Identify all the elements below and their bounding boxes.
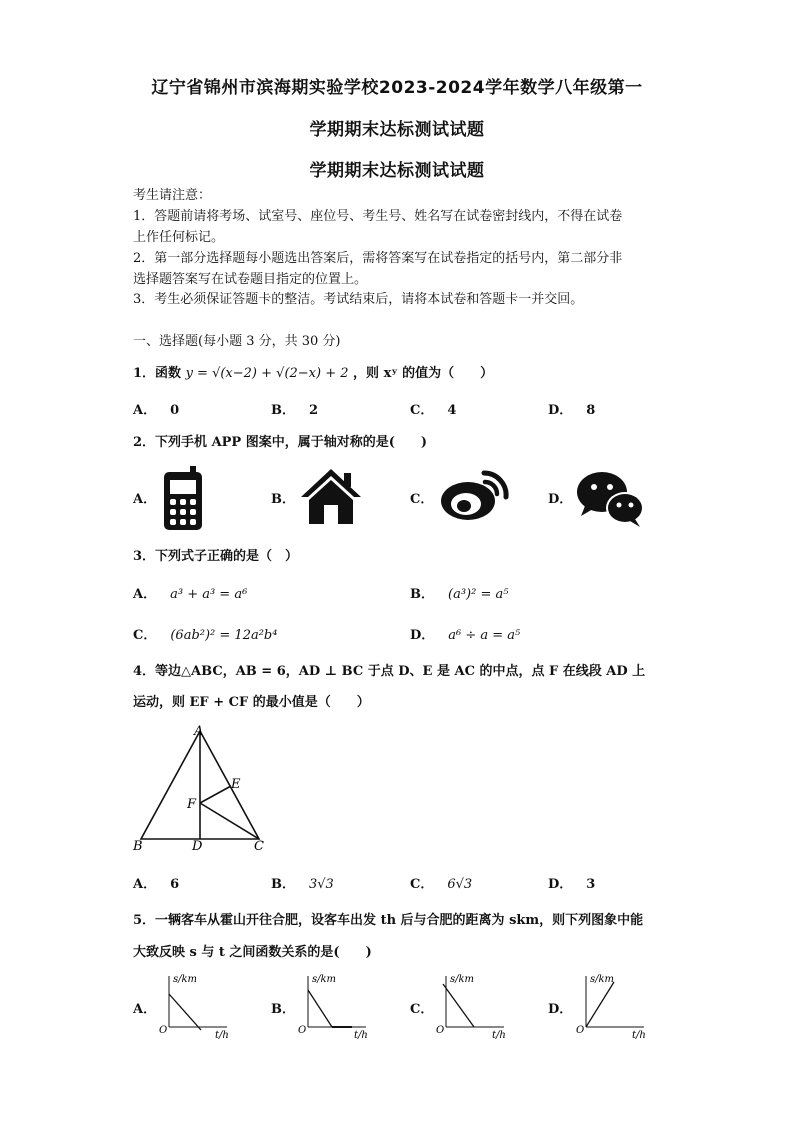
origin-label: O (436, 1025, 445, 1036)
option-letter: C． (410, 403, 434, 418)
q3-option-a[interactable] (133, 583, 247, 602)
axis-y-label: s/km (312, 974, 337, 985)
label-f: F (187, 797, 197, 812)
question-4-line1: 4．等边△ABC，AB = 6，AD ⊥ BC 于点 D、E 是 AC 的中点，点 F 在线段 AD 上 (133, 664, 646, 679)
label-a: A (194, 724, 204, 739)
axis-x-label: t/h (215, 1030, 229, 1040)
option-value: 8 (586, 403, 596, 418)
q5-option-b[interactable]: B． (271, 1002, 295, 1017)
label-b: B (133, 839, 143, 854)
option-letter: A． (133, 877, 157, 892)
q1-option-b[interactable] (271, 399, 318, 418)
option-letter: B． (410, 587, 434, 602)
notice-item1a: 1．答题前请将考场、试室号、座位号、考生号、姓名写在试卷密封线内，不得在试卷 (133, 209, 623, 224)
question-5-line1: 5．一辆客车从霍山开往合肥，设客车出发 th 后与合肥的距离为 skm，则下列图象中能 (133, 913, 644, 928)
graph-d-line (586, 982, 614, 1027)
q4-option-c[interactable] (410, 873, 472, 892)
notice-heading: 考生请注意： (133, 188, 212, 203)
question-2-stem: 2．下列手机 APP 图案中，属于轴对称的是( ) (133, 435, 428, 450)
question-1-stem (133, 362, 493, 381)
q1-option-a[interactable] (133, 399, 179, 418)
q3-option-b[interactable] (410, 583, 508, 602)
label-d: D (192, 839, 203, 854)
q1-prefix: 1．函数 (133, 366, 182, 381)
exam-title-line3: 学期期末达标测试试题 (309, 161, 485, 181)
option-value: 3√3 (309, 877, 334, 892)
triangle-figure (128, 718, 278, 858)
q1-suffix: ，则 xʸ 的值为（ ） (353, 366, 494, 381)
q4-option-d[interactable] (548, 873, 595, 892)
option-value: (a³)² = a⁵ (448, 587, 509, 602)
option-value: 2 (309, 403, 319, 418)
axis-y-label: s/km (590, 974, 615, 985)
option-letter: C． (133, 628, 157, 643)
q1-option-c[interactable] (410, 399, 456, 418)
q3-option-d[interactable] (410, 624, 520, 643)
origin-label: O (298, 1025, 307, 1036)
option-value: a⁶ ÷ a = a⁵ (448, 628, 521, 643)
notice-item2a: 2．第一部分选择题每小题选出答案后，需将答案写在试卷指定的括号内，第二部分非 (133, 251, 623, 266)
option-letter: D． (548, 403, 573, 418)
label-c: C (254, 839, 264, 854)
graph-b-line (308, 990, 332, 1027)
option-letter: A． (133, 587, 157, 602)
option-letter: D． (410, 628, 435, 643)
notice-item3: 3．考生必须保证答题卡的整洁。考试结束后，请将本试卷和答题卡一并交回。 (133, 292, 584, 307)
graph-b (294, 970, 374, 1040)
exam-title-line1: 辽宁省锦州市滨海期实验学校2023-2024学年数学八年级第一 (151, 78, 643, 98)
mobile-phone-icon (160, 466, 206, 532)
house-icon (299, 467, 363, 525)
graph-d (572, 970, 652, 1040)
axis-x-label: t/h (492, 1030, 506, 1040)
question-5-line2: 大致反映 s 与 t 之间函数关系的是( ) (133, 945, 372, 960)
option-letter: B． (271, 403, 295, 418)
option-value: 6√3 (447, 877, 473, 892)
axis-y-label: s/km (450, 974, 475, 985)
graph-c-line (443, 984, 474, 1027)
option-letter: A． (133, 403, 157, 418)
question-3-stem: 3．下列式子正确的是（ ） (133, 549, 299, 564)
option-letter: D． (548, 877, 573, 892)
option-value: (6ab²)² = 12a²b⁴ (170, 628, 278, 643)
option-value: 4 (447, 403, 457, 418)
notice-item1b: 上作任何标记。 (133, 230, 225, 245)
graph-a (155, 970, 235, 1040)
q1-option-d[interactable] (548, 399, 595, 418)
origin-label: O (576, 1025, 585, 1036)
question-4-line2: 运动，则 EF + CF 的最小值是（ ） (133, 695, 370, 710)
origin-label: O (159, 1025, 168, 1036)
q1-formula: y = √(x−2) + √(2−x) + 2 (185, 366, 349, 381)
q5-option-d[interactable]: D． (548, 1002, 573, 1017)
graph-a-line (169, 994, 201, 1030)
segment-fc (200, 803, 259, 839)
q4-option-b[interactable] (271, 873, 334, 892)
q2-option-d[interactable]: D． (548, 492, 573, 507)
q4-option-a[interactable] (133, 873, 179, 892)
q2-option-c[interactable]: C． (410, 492, 434, 507)
option-letter: C． (410, 877, 434, 892)
q5-option-c[interactable]: C． (410, 1002, 434, 1017)
wechat-icon (575, 470, 645, 528)
exam-title-line2: 学期期末达标测试试题 (309, 120, 485, 140)
q2-option-b[interactable]: B． (271, 492, 295, 507)
label-e: E (231, 777, 241, 792)
q2-option-a[interactable]: A． (133, 492, 157, 507)
q5-option-a[interactable]: A． (133, 1002, 157, 1017)
option-value: a³ + a³ = a⁶ (170, 587, 248, 602)
axis-y-label: s/km (173, 974, 198, 985)
option-value: 0 (170, 403, 180, 418)
option-letter: B． (271, 877, 295, 892)
segment-fe (200, 786, 231, 803)
axis-x-label: t/h (354, 1030, 368, 1040)
option-value: 6 (170, 877, 180, 892)
notice-item2b: 选择题答案写在试卷题目指定的位置上。 (133, 272, 368, 287)
axis-x-label: t/h (632, 1030, 646, 1040)
graph-c (432, 970, 512, 1040)
q3-option-c[interactable] (133, 624, 277, 643)
section-heading: 一、选择题(每小题 3 分，共 30 分) (133, 334, 341, 349)
option-value: 3 (586, 877, 596, 892)
weibo-icon (438, 463, 512, 525)
